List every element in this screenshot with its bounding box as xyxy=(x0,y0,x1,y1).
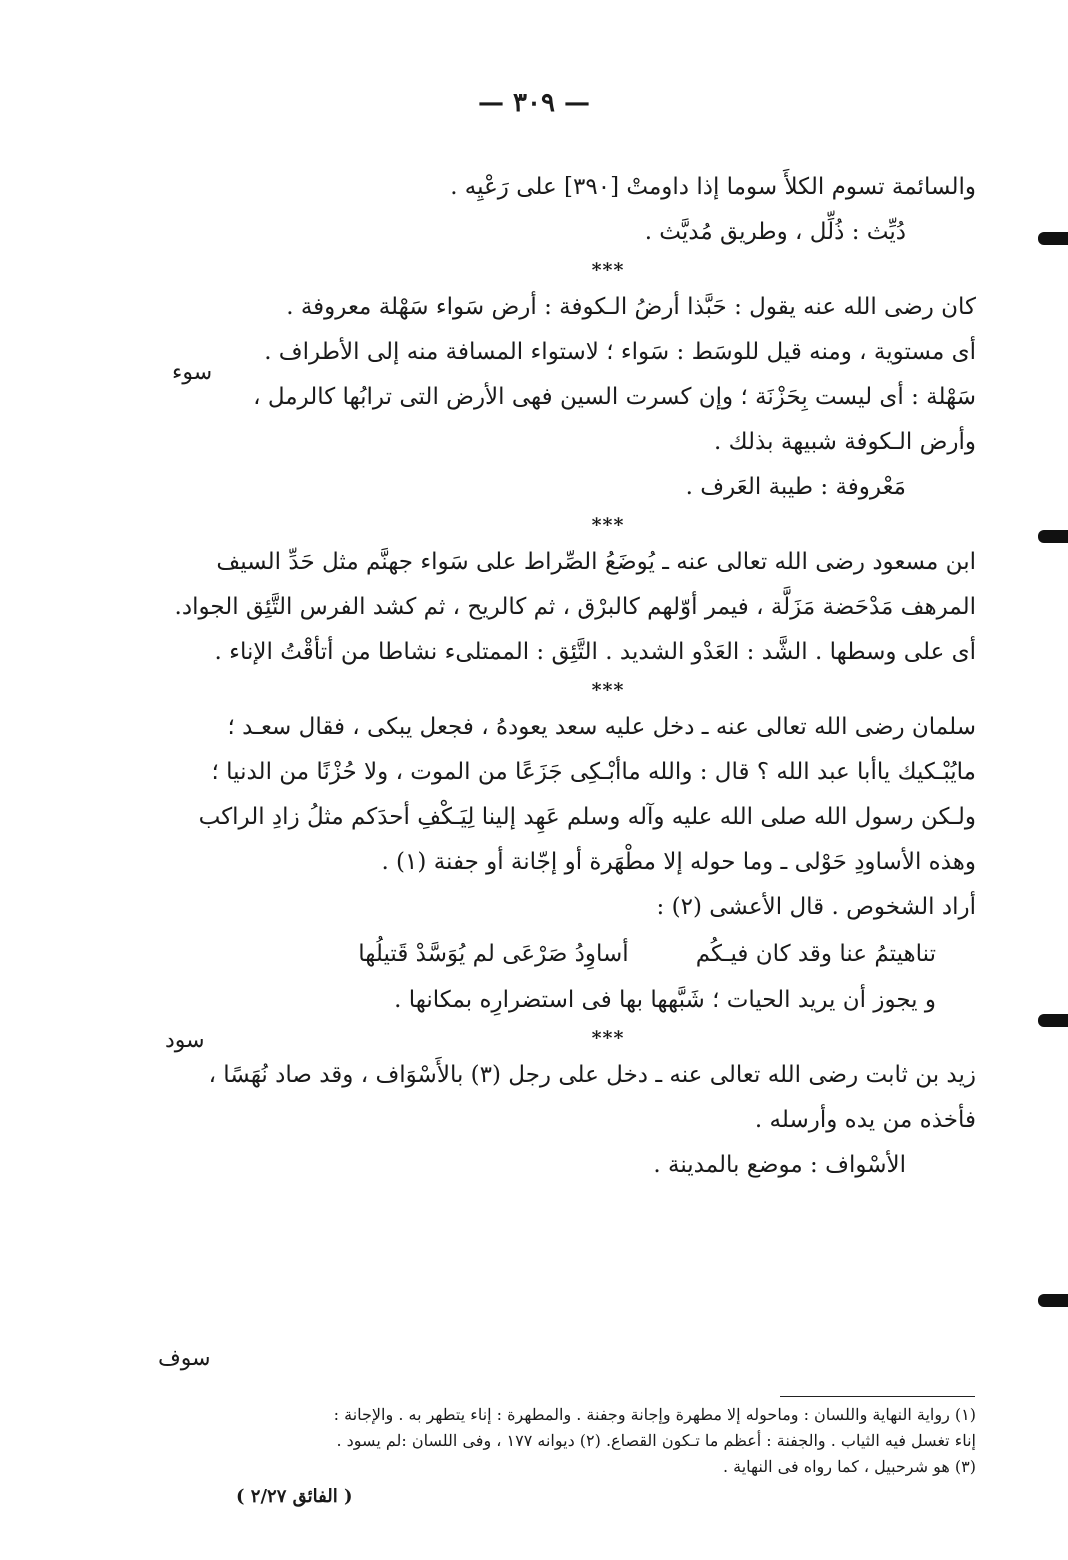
text-line: سَهْلة : أى ليست بِحَزْنَة ؛ وإن كسرت السين فهى الأرض التى ترابُها كالرمل ، xyxy=(253,384,976,410)
verse-hemistich-second: أساوِدُ صَرْعَى لم يُوَسَّدْ قَتيلُها xyxy=(358,941,629,967)
text-line: ولـكن رسول الله صلى الله عليه وآله وسلم عَهِد إلينا لِيَـكْفِ أحدَكم مثلُ زادِ الراكب xyxy=(198,804,976,830)
verse-hemistich-first: تناهيتمُ عنا وقد كان فيـكُم xyxy=(695,941,936,967)
text-line: فأخذه من يده وأرسله . xyxy=(754,1107,976,1133)
text-line: مايُبْـكيك ياأبا عبد الله ؟ قال : والله ماأبْـكِى جَزَعًا من الموت ، ولا حُزْنًا من الدنيا ؛ xyxy=(211,759,976,785)
section-separator: *** xyxy=(591,679,625,701)
text-line: سلمان رضى الله تعالى عنه ـ دخل عليه سعد يعودهُ ، فجعل يبكى ، فقال سعـد ؛ xyxy=(227,714,976,740)
section-separator: *** xyxy=(591,1027,625,1049)
footnote-line: (١) رواية النهاية واللسان : وماحوله إلا مطهرة وإجانة وجفنة . والمطهرة : إناء يتطهر به . والإجانة : xyxy=(333,1405,976,1424)
text-line: أى مستوية ، ومنه قيل للوسَط : سَواء ؛ لاستواء المسافة منه إلى الأطراف . xyxy=(264,339,976,365)
poetry-verse xyxy=(240,930,976,978)
edge-tab-mark xyxy=(1038,530,1068,543)
footnote-line: (٣) هو شرحبيل ، كما رواه فى النهاية . xyxy=(722,1457,976,1476)
text-line: الأسْواف : موضع بالمدينة . xyxy=(653,1152,906,1178)
text-line: وأرض الـكوفة شبيهة بذلك . xyxy=(714,429,976,455)
text-line: أى على وسطها . الشَّد : العَدْو الشديد . التَّئِق : الممتلىء نشاطا من أتأقْتُ الإناء . xyxy=(214,639,976,665)
footnote-rule xyxy=(780,1396,975,1397)
section-separator: *** xyxy=(591,514,625,536)
footnote-line: إناء تغسل فيه الثياب . والجفنة : أعظم ما تـكون القصاع. (٢) ديوانه ١٧٧ ، وفى اللسان :لم يسود . xyxy=(336,1431,976,1450)
edge-tab-mark xyxy=(1038,1014,1068,1027)
margin-root-word: سوف xyxy=(158,1346,211,1371)
edge-tab-mark xyxy=(1038,232,1068,245)
margin-root-word: سوء xyxy=(172,360,213,385)
section-separator: *** xyxy=(591,259,625,281)
text-line: مَعْروفة : طيبة العَرف . xyxy=(685,474,906,500)
volume-signature: ( الفائق ٢/٢٧ ) xyxy=(236,1486,353,1507)
text-line: ابن مسعود رضى الله تعالى عنه ـ يُوضَعُ الصِّراط على سَواء جهنَّم مثل حَدِّ السيف xyxy=(216,549,976,575)
text-line: دُيِّث : ذُلِّل ، وطريق مُديَّث . xyxy=(644,219,906,245)
text-line: وهذه الأساودِ حَوْلى ـ وما حوله إلا مطْهَرة أو إجّانة أو جفنة (١) . xyxy=(381,849,976,875)
edge-tab-mark xyxy=(1038,1294,1068,1307)
text-line: كان رضى الله عنه يقول : حَبَّذا أرضُ الـكوفة : أرض سَواء سَهْلة معروفة . xyxy=(286,294,976,320)
margin-root-word: سود xyxy=(165,1028,205,1053)
footnotes xyxy=(244,1402,976,1480)
page-number: — ٣٠٩ — xyxy=(477,88,591,118)
text-line: و يجوز أن يريد الحيات ؛ شَبَّهها بها فى استضرارِه بمكانها . xyxy=(394,987,936,1013)
text-line: أراد الشخوص . قال الأعشى (٢) : xyxy=(656,894,976,920)
text-line: والسائمة تسوم الكلأَ سوما إذا داومتْ [٣٩٠] على رَعْيِه . xyxy=(450,174,976,200)
text-line: المرهف مَدْحَضة مَزَلَّة ، فيمر أوّلهم كالبرْق ، ثم كالريح ، ثم كشد الفرس التَّئِق الجواد. xyxy=(174,594,976,620)
text-line: زيد بن ثابت رضى الله تعالى عنه ـ دخل على رجل (٣) بالأَسْوَاف ، وقد صاد نُهَسًا ، xyxy=(208,1062,976,1088)
